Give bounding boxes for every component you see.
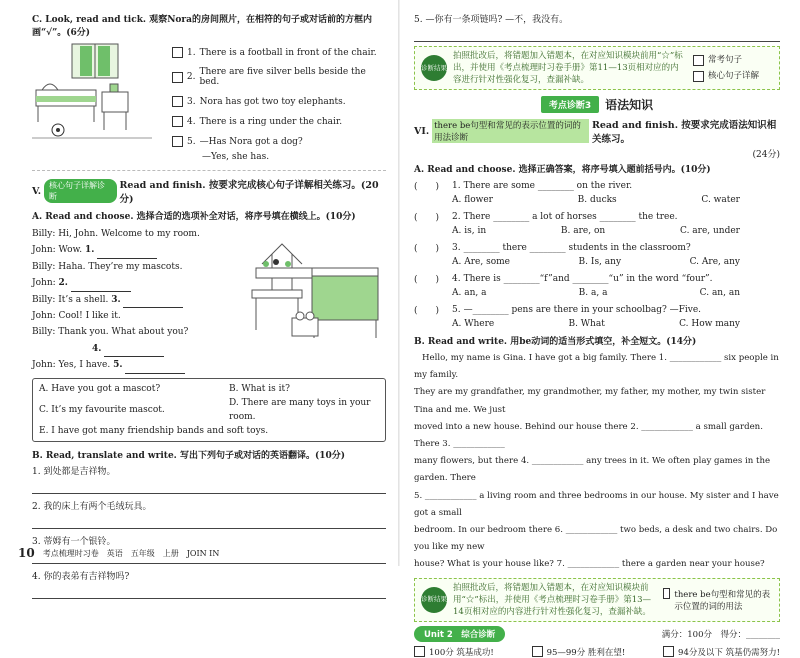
tick-item[interactable]: 2. There are five silver bells beside the bed. [172, 67, 386, 87]
check-box[interactable] [532, 646, 543, 657]
tick-box[interactable] [172, 47, 183, 58]
passage-line: bedroom. In our bedroom there 6. ____________ two beds, a desk and two chairs. Do you like my new [414, 525, 778, 553]
tick-box[interactable] [172, 72, 183, 83]
dialog-line: John: 2. [32, 275, 232, 291]
tick-box[interactable] [172, 96, 183, 107]
left-page [0, 0, 400, 582]
answer-paren[interactable]: ( ) [414, 275, 440, 285]
score-label: 满分：100分 得分：________ [661, 629, 780, 640]
vi-a-title: A. Read and choose. 选择正确答案，将序号填入题前括号内。(10分) [414, 165, 711, 175]
answer-paren[interactable]: ( ) [414, 182, 440, 192]
unit-summary-bar [414, 626, 780, 642]
result-option[interactable]: 95—99分 胜利在望! [532, 646, 626, 658]
tip-text: 拍照批改后，将错题加入错题本，在对应知识模块前用“☆”标出，并使用《考点梳理时习卷手册》第11—13页相对应的内容进行针对性强化复习，查漏补缺。 [453, 51, 683, 85]
tip-text: 拍照批改后，将错题加入错题本，在对应知识模块前用“☆”标出，并使用《考点梳理时习卷手册》第13—14页相对应的内容进行针对性强化复习，查漏补缺。 [453, 582, 652, 617]
translate-item: 3. 蒂姆有一个银铃。 [32, 536, 116, 547]
diagnosis-tip [414, 46, 780, 90]
dialog-line: John: Cool! I like it. [32, 311, 121, 322]
tick-box[interactable] [172, 116, 183, 127]
dialog-line: Billy: Hi, John. Welcome to my room. [32, 229, 200, 239]
q5-translate: 5. —你有一条项链吗? —不，我没有。 [414, 15, 569, 25]
nora-room-illustration [32, 42, 152, 142]
section-label: 考点诊断3 [541, 96, 599, 113]
option-b: B. What is it? [229, 383, 290, 394]
dialog-line: John: Wow. 1. [32, 242, 232, 258]
diagnosis-badge: 诊断结果 [421, 55, 447, 81]
answer-blank[interactable] [97, 250, 157, 259]
answer-paren[interactable]: ( ) [414, 213, 440, 223]
passage-line: many flowers, but there 4. ____________ any trees in it. We often play games in the garden. There [414, 456, 771, 484]
answer-line[interactable] [414, 27, 780, 42]
section-heading [414, 96, 780, 113]
answer-line[interactable] [32, 514, 386, 529]
answer-line[interactable] [32, 584, 386, 599]
check-box[interactable] [693, 71, 704, 82]
v-b-title: B. Read, translate and write. 写出下列句子或对话的英语翻译。(10分) [32, 450, 345, 461]
passage-line: house? What is your house like? 7. ____________ there a garden near your house? [414, 559, 765, 570]
translate-item: 4. 你的表弟有吉祥物吗? [32, 571, 130, 582]
tip-check: there be句型和常见的表示位置的词的用法 [663, 588, 773, 612]
dialog-line: Billy: It’s a shell. 3. [32, 292, 232, 308]
option-c: C. It’s my favourite mascot. [39, 404, 165, 415]
tick-item[interactable]: 3. Nora has got two toy elephants. [172, 96, 386, 107]
passage-line: 5. ____________ a living room and three bedrooms in our house. My sister and I have got a small [414, 490, 779, 518]
passage-line: They are my grandfather, my grandmother, my father, my mother, my twin sister Tina and me. We just [414, 387, 766, 415]
check-box[interactable] [414, 646, 425, 657]
tick-box[interactable] [172, 136, 183, 147]
diagnosis-tip [414, 578, 780, 622]
page-footer [18, 546, 219, 560]
check-box[interactable] [663, 588, 670, 599]
result-option[interactable]: 94分及以下 筑基仍需努力! [663, 646, 780, 658]
diagnosis-badge: 诊断结果 [421, 587, 447, 613]
mc-question: ( ) 5. —________ pens are there in your schoolbag? —Five. A. Where B. What C. How many [414, 304, 740, 329]
option-d: D. There are many toys in your room. [229, 397, 371, 422]
translate-item: 2. 我的床上有两个毛绒玩具。 [32, 501, 152, 512]
section-c-title: C. Look, read and tick. 观察Nora的房间照片，在相符的句子或对话前的方框内画“√”。(6分) [32, 15, 372, 38]
billy-room-illustration [242, 234, 382, 344]
passage-line: Hello, my name is Gina. I have got a big family. There 1. ____________ six people in my family. [414, 353, 779, 381]
answer-paren[interactable]: ( ) [414, 306, 440, 316]
passage [414, 350, 780, 574]
tick-item[interactable]: 5. —Has Nora got a dog? [172, 136, 386, 147]
vi-score: (24分) [752, 150, 780, 160]
option-e: E. I have got many friendship bands and soft toys. [39, 425, 269, 436]
section-title: 语法知识 [605, 98, 654, 112]
check-box[interactable] [663, 646, 674, 657]
unit-label: Unit 2 综合诊断 [414, 626, 505, 642]
answer-blank[interactable] [125, 365, 185, 374]
dialog-line: 4. [32, 341, 232, 357]
mc-question: ( ) 3. ________ there ________ students in the classroom? A. Are, some B. Is, any C. Are, any [414, 242, 740, 267]
translate-item: 1. 到处都是吉祥物。 [32, 466, 116, 477]
dialog [32, 226, 232, 374]
dialog-line: Billy: Haha. They’re my mascots. [32, 261, 183, 272]
tick-reply: —Yes, she has. [202, 152, 270, 162]
answer-blank[interactable] [71, 283, 131, 292]
section-vi-header: VI. there be句型和常见的表示位置的词的用法诊断 Read and finish. 按要求完成语法知识相关练习。 [414, 120, 777, 145]
vi-b-title: B. Read and write. 用be动词的适当形式填空，补全短文。(14分) [414, 337, 697, 347]
tick-item[interactable]: 1. There is a football in front of the chair. [172, 47, 386, 58]
section-tag: 核心句子详解诊断 [44, 179, 116, 203]
answer-blank[interactable] [104, 348, 164, 357]
passage-line: moved into a new house. Behind our house there 2. ____________ a small garden. There 3. ____________ [414, 421, 763, 450]
options-box [32, 378, 386, 442]
tick-item[interactable]: 4. There is a ring under the chair. [172, 116, 386, 127]
mc-question: ( ) 4. There is ________“f”and ________“u” in the word “four”. A. an, a B. a, a C. an, an [414, 273, 740, 298]
right-page [400, 0, 800, 658]
result-option[interactable]: 100分 筑基成功! [414, 646, 494, 658]
option-a: A. Have you got a mascot? [39, 383, 161, 394]
section-v-header: V. 核心句子详解诊断 Read and finish. 按要求完成核心句子详解相关练习。(20分) [32, 180, 379, 205]
dialog-line: Billy: Thank you. What about you? [32, 327, 189, 338]
page-number: 10 [18, 546, 35, 560]
mc-question: ( ) 1. There are some ________ on the river. A. flower B. ducks C. water [414, 180, 740, 205]
question-list [414, 179, 780, 329]
mc-question: ( ) 2. There ________ a lot of horses ________ the tree. A. is, in B. are, on C. are, under [414, 211, 740, 236]
dialog-line: John: Yes, I have. 5. [32, 357, 232, 373]
footer-text: 考点梳理时习卷 英语 五年级 上册 JOIN IN [42, 548, 220, 558]
answer-blank[interactable] [123, 299, 183, 308]
answer-paren[interactable]: ( ) [414, 244, 440, 254]
check-box[interactable] [693, 55, 704, 66]
tip-checks: 常考句子 核心句子详解 [693, 52, 773, 84]
tick-list [172, 42, 386, 162]
result-options [414, 646, 780, 658]
v-a-title: A. Read and choose. 选择合适的选项补全对话，将序号填在横线上。(10分) [32, 212, 356, 222]
answer-line[interactable] [32, 479, 386, 494]
